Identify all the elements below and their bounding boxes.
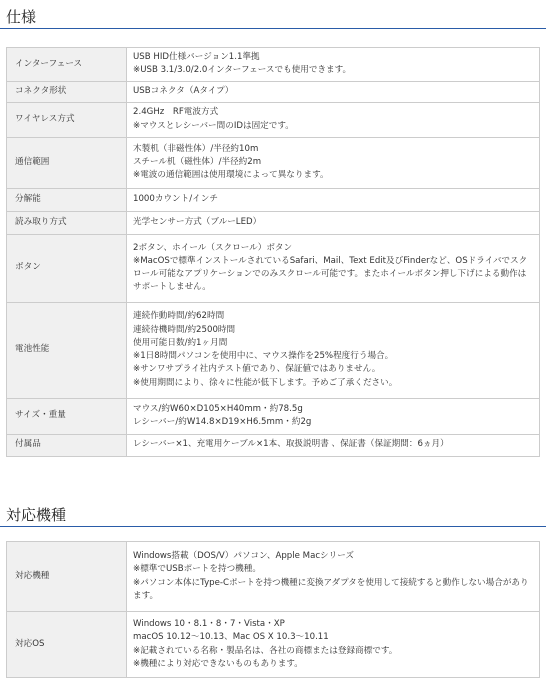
table-row xyxy=(7,434,540,456)
row-label: コネクタ形状 xyxy=(7,81,127,102)
table-row xyxy=(7,81,540,102)
value-line: ※電波の通信範囲は使用環境によって異なります。 xyxy=(133,170,329,181)
value-line: スチール机（磁性体）/半径約2m xyxy=(133,156,262,167)
table-row xyxy=(7,48,540,82)
row-label: ボタン xyxy=(7,234,127,302)
row-value xyxy=(127,434,540,456)
table-row xyxy=(7,398,540,434)
value-line: USB HID仕様バージョン1.1準拠 xyxy=(133,52,260,62)
value-line: ※MacOSで標準インストールされているSafari、Mail、Text Edit及びFinderなど、OSドライバでスクロール可能なアプリケーションでのみスクロール可能です。またホイールボタン押し下げによる動作はサポートしません。 xyxy=(133,255,528,293)
row-value xyxy=(127,211,540,234)
table-row xyxy=(7,234,540,302)
value-line: マウス/約W60×D105×H40mm・約78.5g xyxy=(133,403,303,414)
value-line: Windows 10・8.1・8・7・Vista・XP xyxy=(133,618,285,629)
row-label: サイズ・重量 xyxy=(7,398,127,434)
row-value xyxy=(127,81,540,102)
table-row xyxy=(7,102,540,137)
spec-table xyxy=(6,47,540,457)
table-row xyxy=(7,188,540,211)
value-line: macOS 10.12～10.13、Mac OS X 10.3～10.11 xyxy=(133,632,329,643)
value-line: 連続作動時間/約62時間 xyxy=(133,311,225,322)
row-label: インターフェース xyxy=(7,48,127,82)
value-line: ※機種により対応できないものもあります。 xyxy=(133,658,303,669)
row-value xyxy=(127,102,540,137)
value-line: USBコネクタ（Aタイプ） xyxy=(133,85,234,96)
value-line: 光学センサー方式（ブルーLED） xyxy=(133,216,262,227)
row-label: 読み取り方式 xyxy=(7,211,127,234)
compat-table xyxy=(6,541,540,678)
value-line: ※標準でUSBポートを持つ機種。 xyxy=(133,564,261,575)
value-line: ※1日8時間パソコンを使用中に、マウス操作を25%程度行う場合。 xyxy=(133,351,394,362)
table-row xyxy=(7,137,540,188)
table-row xyxy=(7,211,540,234)
row-label: 対応機種 xyxy=(7,542,127,612)
value-line: ※パソコン本体にType-Cポートを持つ機種に変換アダプタを使用して接続すると動作しない場合があります。 xyxy=(133,577,529,601)
row-value xyxy=(127,234,540,302)
value-line: 木製机（非磁性体）/半径約10m xyxy=(133,143,259,154)
row-value xyxy=(127,188,540,211)
table-row xyxy=(7,302,540,398)
table-row xyxy=(7,612,540,678)
row-value xyxy=(127,48,540,82)
value-line: 2ボタン、ホイール（スクロール）ボタン xyxy=(133,242,293,253)
row-label: ワイヤレス方式 xyxy=(7,102,127,137)
row-value xyxy=(127,302,540,398)
row-label: 電池性能 xyxy=(7,302,127,398)
row-label: 通信範囲 xyxy=(7,137,127,188)
value-line: ※サンワサプライ社内テスト値であり、保証値ではありません。 xyxy=(133,364,381,375)
value-line: ※USB 3.1/3.0/2.0インターフェースでも使用できます。 xyxy=(133,65,352,76)
compat-section xyxy=(0,504,546,678)
section-heading-spec: 仕様 xyxy=(0,4,546,29)
table-row xyxy=(7,542,540,612)
row-label: 付属品 xyxy=(7,434,127,456)
row-label: 分解能 xyxy=(7,188,127,211)
row-value xyxy=(127,612,540,678)
value-line: 1000カウント/インチ xyxy=(133,193,218,204)
value-line: レシーバー/約W14.8×D19×H6.5mm・約2g xyxy=(133,417,312,428)
value-line: ※マウスとレシーバー間のIDは固定です。 xyxy=(133,120,294,131)
row-label: 対応OS xyxy=(7,612,127,678)
spec-section xyxy=(0,4,546,457)
value-line: 連続待機時間/約2500時間 xyxy=(133,324,236,335)
value-line: Windows搭載（DOS/V）パソコン、Apple Macシリーズ xyxy=(133,550,355,561)
row-value xyxy=(127,542,540,612)
section-heading-compat: 対応機種 xyxy=(0,504,546,527)
row-value xyxy=(127,137,540,188)
value-line: レシーバー×1、充電用ケーブル×1本、取扱説明書 、保証書（保証期間：6ヵ月） xyxy=(133,439,449,450)
value-line: 使用可能日数/約1ヶ月間 xyxy=(133,337,228,348)
value-line: ※記載されている名称・製品名は、各社の商標または登録商標です。 xyxy=(133,645,398,656)
value-line: 2.4GHz RF電波方式 xyxy=(133,107,219,118)
value-line: ※使用期間により、徐々に性能が低下します。予めご了承ください。 xyxy=(133,377,398,388)
row-value xyxy=(127,398,540,434)
